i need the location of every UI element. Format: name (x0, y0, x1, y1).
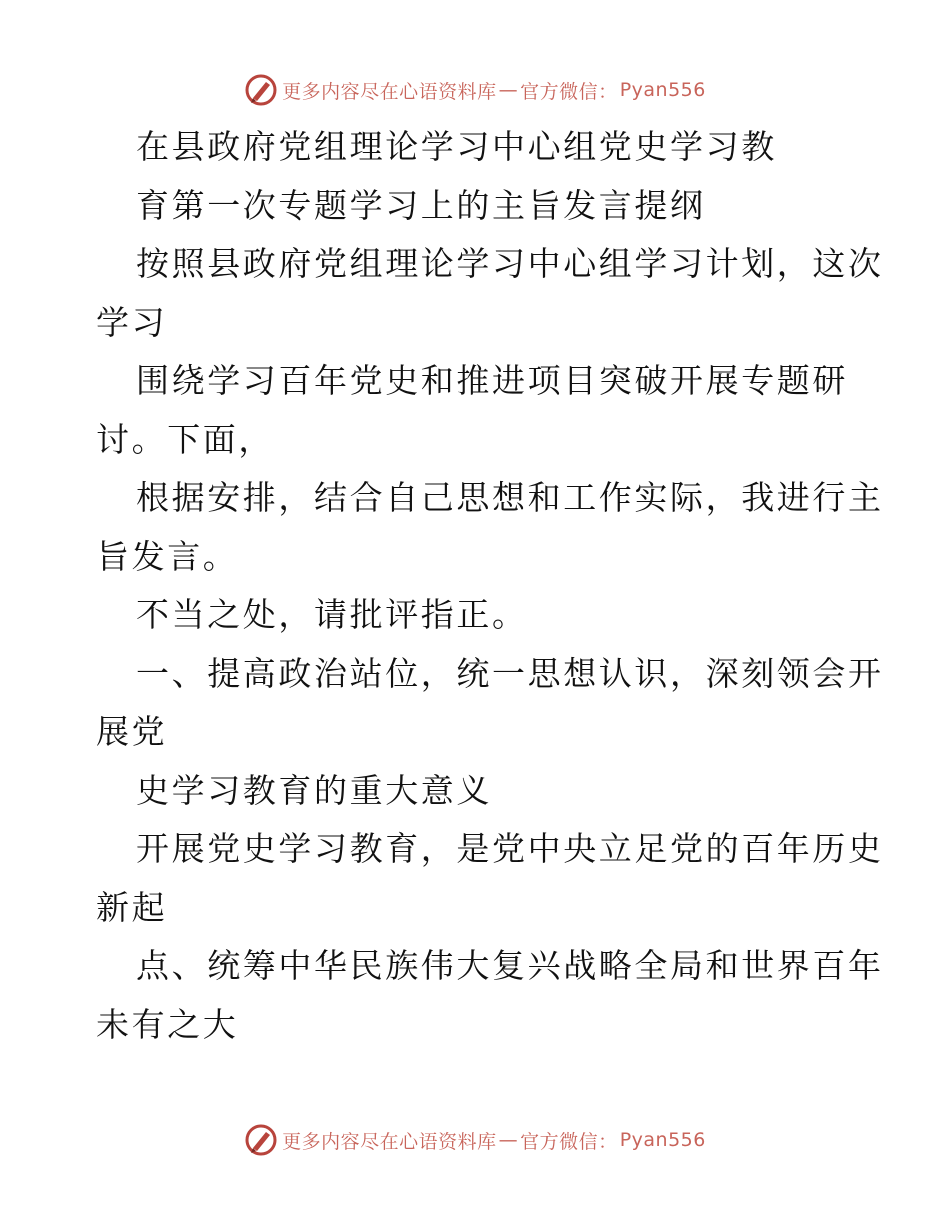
text-line: 按照县政府党组理论学习中心组学习计划，这次 (136, 244, 884, 283)
text-line: 史学习教育的重大意义 (136, 770, 492, 810)
watermark-main-text: 更多内容尽在心语资料库 (282, 1130, 497, 1153)
text-line: 围绕学习百年党史和推进项目突破开展专题研 (136, 361, 848, 400)
text-line: 开展党史学习教育，是党中央立足党的百年历史 (136, 829, 884, 868)
text-line: 育第一次专题学习上的主旨发言提纲 (136, 185, 706, 225)
watermark-wechat-id: Pyan556 (619, 1129, 706, 1151)
text-line: 根据安排，结合自己思想和工作实际，我进行主 (136, 478, 884, 517)
footer-watermark (0, 1120, 950, 1160)
text-line: 未有之大 (96, 1004, 239, 1044)
text-line: 讨。下面， (96, 419, 274, 459)
pen-logo-icon (244, 73, 278, 107)
document-body (96, 118, 884, 1054)
text-line: 不当之处，请批评指正。 (136, 595, 528, 634)
watermark-dash: — (498, 1129, 519, 1151)
text-line: 在县政府党组理论学习中心组党史学习教 (136, 127, 777, 166)
header-watermark (0, 70, 950, 110)
text-line: 点、统筹中华民族伟大复兴战略全局和世界百年 (136, 946, 884, 985)
text-line: 旨发言。 (96, 536, 239, 576)
text-line: 展党 (96, 712, 168, 751)
watermark-wechat-id: Pyan556 (619, 79, 706, 101)
watermark-sub-text: 官方微信： (520, 80, 618, 103)
text-line: 新起 (96, 887, 168, 927)
watermark-sub-text: 官方微信： (520, 1130, 618, 1153)
watermark-dash: — (498, 79, 519, 101)
watermark-main-text: 更多内容尽在心语资料库 (282, 80, 497, 103)
pen-logo-icon (244, 1123, 278, 1157)
text-line: 学习 (96, 302, 168, 342)
text-line: 一、提高政治站位，统一思想认识，深刻领会开 (136, 653, 884, 693)
